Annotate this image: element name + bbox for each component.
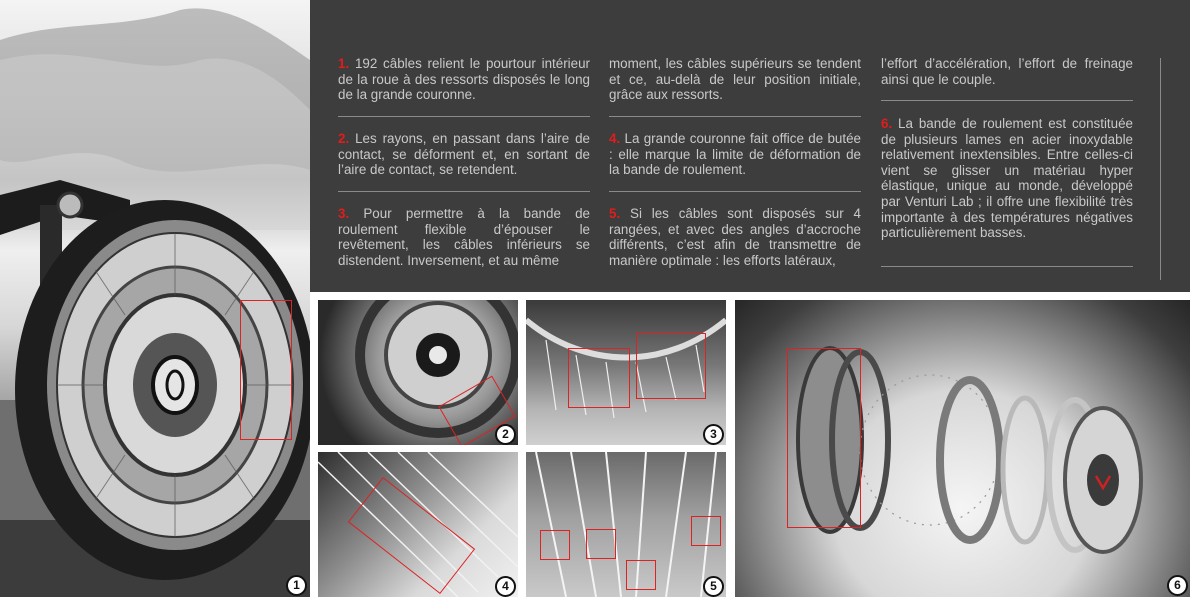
- highlight-box: [586, 529, 616, 559]
- paragraph-text: Les rayons, en passant dans l’aire de contact, se déforment et, en sortant de l’aire de contact, se retendent.: [338, 131, 590, 178]
- badge-5: 5: [703, 576, 724, 597]
- paragraph-4: [609, 131, 861, 178]
- divider: [609, 191, 861, 192]
- paragraph-text: 192 câbles relient le pourtour intérieur de la roue à des ressorts disposés le long de la grande couronne.: [338, 56, 590, 103]
- divider: [881, 266, 1133, 267]
- paragraph-3: [338, 206, 590, 268]
- highlight-box: [636, 333, 706, 399]
- badge-2: 2: [495, 424, 516, 445]
- photo-spokes-closeup: [318, 452, 518, 597]
- paragraph-text: Pour permettre à la bande de roulement flexible d’épouser le revêtement, les câbles inférieurs se distendent. Inversement, et au même: [338, 206, 590, 268]
- paragraph-6: [881, 116, 1133, 241]
- highlight-box: [787, 348, 861, 528]
- highlight-box: [691, 516, 721, 546]
- paragraph-number: 1.: [338, 56, 350, 71]
- paragraph-number: 4.: [609, 131, 621, 146]
- highlight-box: [240, 300, 292, 440]
- paragraph-text: La grande couronne fait office de butée : elle marque la limite de déformation de la bande de roulement.: [609, 131, 861, 178]
- highlight-box: [626, 560, 656, 590]
- badge-1: 1: [286, 575, 307, 596]
- paragraph-text: Si les câbles sont disposés sur 4 rangées, et avec des angles d’accroche différents, c’est afin de transmettre de manière optimale : les efforts latéraux,: [609, 206, 861, 268]
- badge-6: 6: [1167, 575, 1188, 596]
- divider: [338, 191, 590, 192]
- photo-hub-closeup: [318, 300, 518, 445]
- paragraph-text: La bande de roulement est constituée de plusieurs lames en acier inoxydable relativement inextensibles. Entre celles-ci vient se glisser un matériau hyper élastique, unique au monde, développé par Venturi Lab ; il offre une flexibilité très importante à des températures négatives particulièrement basses.: [881, 116, 1133, 241]
- paragraph-3-continued: [609, 56, 861, 103]
- paragraph-number: 3.: [338, 206, 350, 221]
- paragraph-text: moment, les câbles supérieurs se tendent et ce, au-delà de leur position initiale, grâce aux ressorts.: [609, 56, 861, 103]
- divider: [338, 116, 590, 117]
- paragraph-5: [609, 206, 861, 268]
- paragraph-number: 6.: [881, 116, 893, 131]
- highlight-box: [568, 348, 630, 408]
- vertical-divider: [1160, 58, 1161, 280]
- paragraph-2: [338, 131, 590, 178]
- render-exploded-wheel: [735, 300, 1190, 597]
- divider: [881, 100, 1133, 101]
- photo-cables-ground: [526, 300, 726, 445]
- badge-3: 3: [703, 424, 724, 445]
- divider: [609, 116, 861, 117]
- paragraph-text: l’effort d’accélération, l’effort de freinage ainsi que le couple.: [881, 56, 1133, 87]
- highlight-box: [540, 530, 570, 560]
- paragraph-number: 2.: [338, 131, 350, 146]
- badge-4: 4: [495, 576, 516, 597]
- paragraph-1: [338, 56, 590, 103]
- description-panel: [310, 0, 1190, 292]
- paragraph-number: 5.: [609, 206, 621, 221]
- wheel-illustration: [0, 0, 310, 597]
- photo-wheel-desert: [0, 0, 310, 597]
- photo-cable-anchors: [526, 452, 726, 597]
- paragraph-5-continued: [881, 56, 1133, 87]
